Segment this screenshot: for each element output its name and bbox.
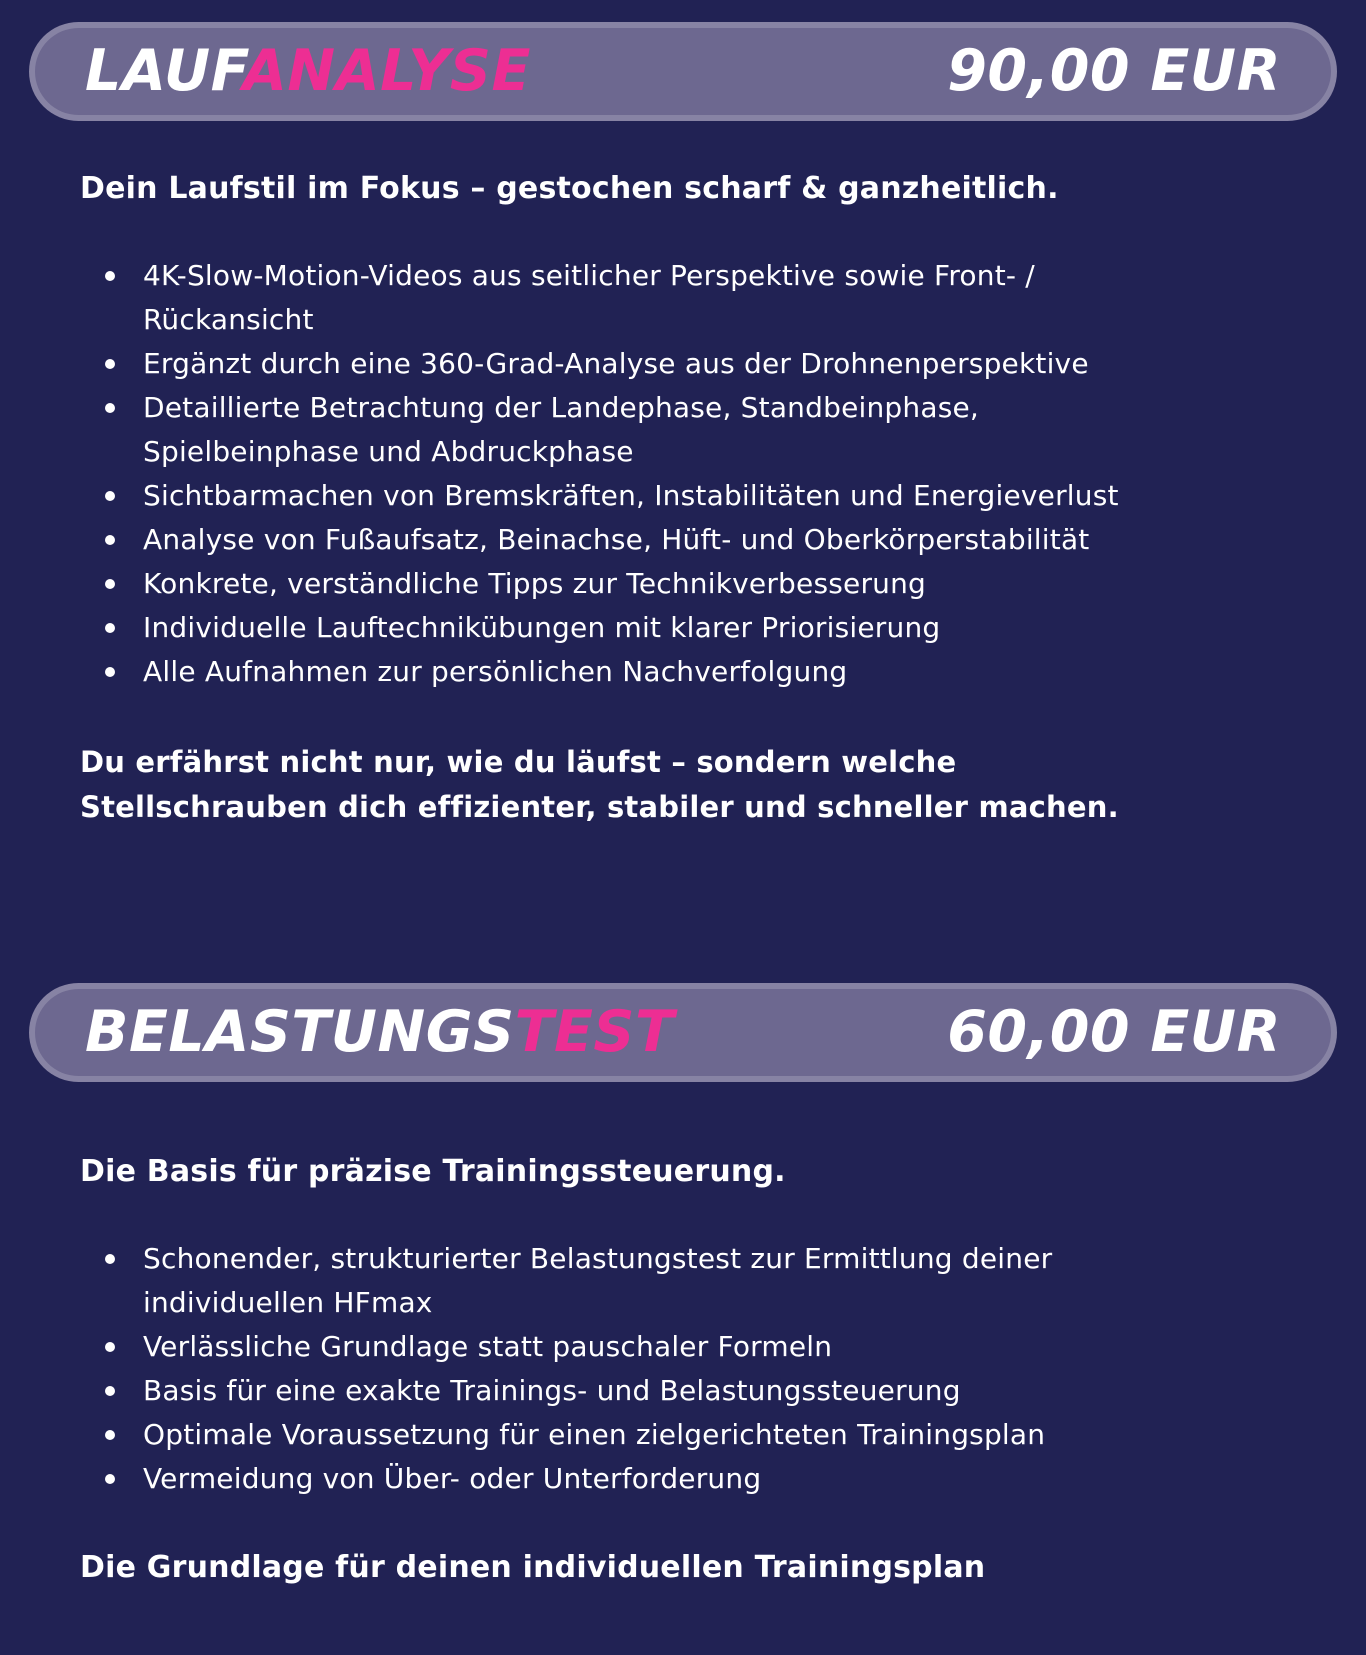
feature-list xyxy=(95,1237,1306,1501)
list-item xyxy=(95,1325,1306,1369)
bullet-dot xyxy=(105,1254,115,1264)
bullet-dot xyxy=(105,1386,115,1396)
bullet-dot xyxy=(105,359,115,369)
list-item-text: Vermeidung von Über- oder Unterforderung xyxy=(143,1462,762,1495)
list-item xyxy=(95,342,1306,386)
service-title-accent: ANALYSE xyxy=(242,38,531,104)
service-title xyxy=(85,38,531,104)
list-item-text: Optimale Voraussetzung für einen zielgerichteten Trainingsplan xyxy=(143,1418,1046,1451)
list-item-text: Alle Aufnahmen zur persönlichen Nachverfolgung xyxy=(143,655,848,688)
section-belastungstest xyxy=(0,983,1366,1590)
feature-list xyxy=(95,254,1306,694)
list-item xyxy=(95,650,1306,694)
bullet-dot xyxy=(105,579,115,589)
list-item-text: Ergänzt durch eine 360-Grad-Analyse aus der Drohnenperspektive xyxy=(143,347,1089,380)
bullet-dot xyxy=(105,623,115,633)
service-title-primary: LAUF xyxy=(85,38,243,104)
service-title xyxy=(85,999,675,1065)
service-title-primary: BELASTUNGS xyxy=(85,999,515,1065)
bullet-dot xyxy=(105,535,115,545)
list-item xyxy=(95,606,1306,650)
list-item xyxy=(95,386,1306,474)
service-price: 90,00 EUR xyxy=(947,38,1281,104)
bullet-dot xyxy=(105,667,115,677)
pricing-flyer xyxy=(0,22,1366,1655)
section-laufanalyse xyxy=(0,22,1366,830)
list-item-text: Basis für eine exakte Trainings- und Belastungssteuerung xyxy=(143,1374,961,1407)
service-outro: Die Grundlage für deinen individuellen Trainingsplan xyxy=(80,1550,986,1585)
list-item xyxy=(95,474,1306,518)
list-item xyxy=(95,518,1306,562)
bullet-dot xyxy=(105,1342,115,1352)
service-intro: Die Basis für präzise Trainingssteuerung. xyxy=(80,1154,786,1189)
list-item xyxy=(95,254,1306,342)
list-item-text: 4K-Slow-Motion-Videos aus seitlicher Perspektive sowie Front- / Rückansicht xyxy=(143,259,1035,336)
belastungstest-header-pill xyxy=(29,983,1337,1082)
bullet-dot xyxy=(105,1474,115,1484)
list-item-text: Verlässliche Grundlage statt pauschaler Formeln xyxy=(143,1330,833,1363)
list-item xyxy=(95,1237,1306,1325)
list-item-text: Konkrete, verständliche Tipps zur Technikverbesserung xyxy=(143,567,927,600)
service-title-accent: TEST xyxy=(514,999,675,1065)
bullet-dot xyxy=(105,1430,115,1440)
service-intro: Dein Laufstil im Fokus – gestochen scharf & ganzheitlich. xyxy=(80,171,1059,206)
bullet-dot xyxy=(105,271,115,281)
list-item-text: Detaillierte Betrachtung der Landephase, Standbeinphase, Spielbeinphase und Abdruckphase xyxy=(143,391,980,468)
bullet-dot xyxy=(105,403,115,413)
list-item-text: Analyse von Fußaufsatz, Beinachse, Hüft- und Oberkörperstabilität xyxy=(143,523,1090,556)
laufanalyse-header-pill xyxy=(29,22,1337,121)
list-item xyxy=(95,1457,1306,1501)
service-price: 60,00 EUR xyxy=(947,999,1281,1065)
service-outro: Du erfährst nicht nur, wie du läufst – sondern welche Stellschrauben dich effizienter, stabiler und schneller machen. xyxy=(80,745,1119,824)
list-item xyxy=(95,1413,1306,1457)
list-item xyxy=(95,562,1306,606)
list-item-text: Schonender, strukturierter Belastungstest zur Ermittlung deiner individuellen HFmax xyxy=(143,1242,1053,1319)
list-item xyxy=(95,1369,1306,1413)
bullet-dot xyxy=(105,491,115,501)
list-item-text: Sichtbarmachen von Bremskräften, Instabilitäten und Energieverlust xyxy=(143,479,1119,512)
list-item-text: Individuelle Lauftechnikübungen mit klarer Priorisierung xyxy=(143,611,941,644)
